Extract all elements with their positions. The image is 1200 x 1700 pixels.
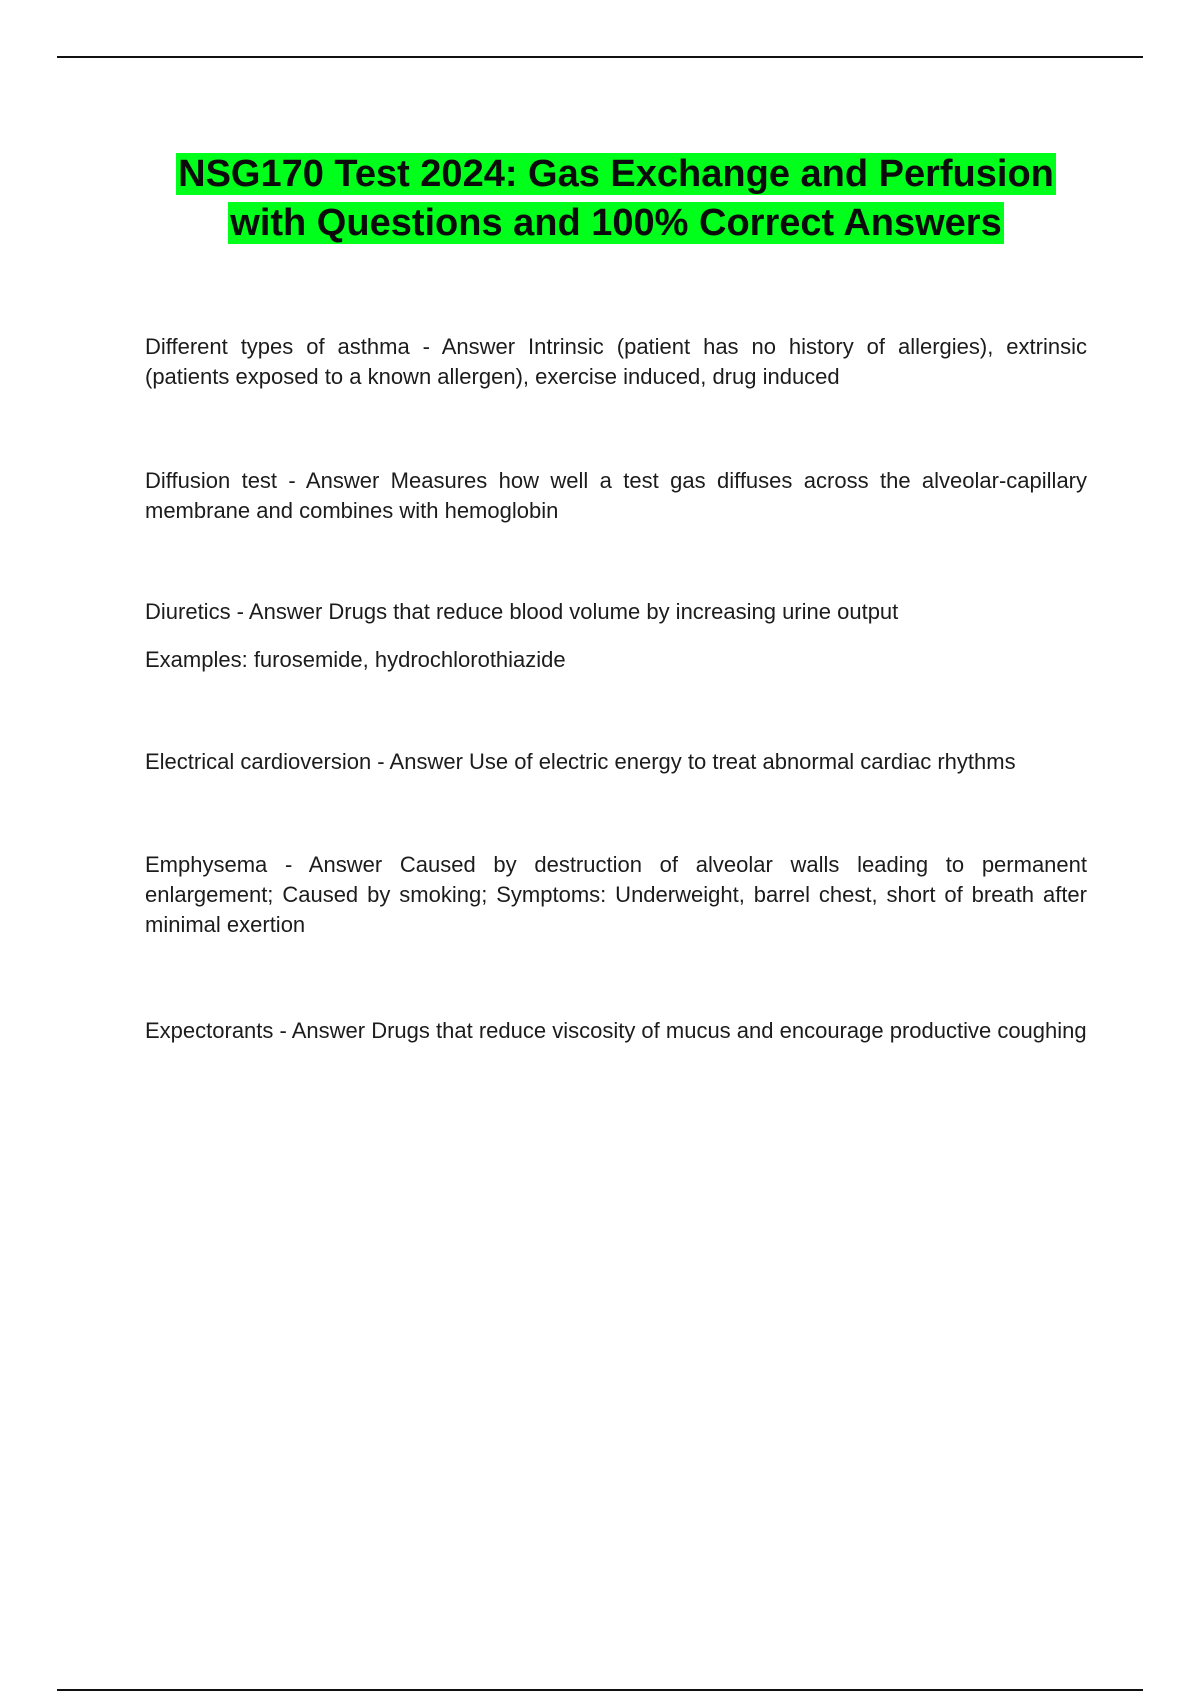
entry-diuretics: Diuretics - Answer Drugs that reduce blood volume by increasing urine output [145,599,899,624]
entry-diuretics-examples: Examples: furosemide, hydrochlorothiazide [145,647,566,672]
entry-asthma-types: Different types of asthma - Answer Intrinsic (patient has no history of allergies), extrinsic (patients exposed to a known allergen), exercise induced, drug induced [145,334,1087,389]
document-title [145,150,1087,248]
title-highlight: NSG170 Test 2024: Gas Exchange and Perfusion with Questions and 100% Correct Answers [178,153,1054,244]
top-rule [57,56,1143,58]
bottom-rule [57,1689,1143,1691]
entry-expectorants: Expectorants - Answer Drugs that reduce viscosity of mucus and encourage productive coughing [145,1018,1087,1043]
entry-electrical-cardioversion: Electrical cardioversion - Answer Use of electric energy to treat abnormal cardiac rhythms [145,749,1016,774]
entry-emphysema: Emphysema - Answer Caused by destruction of alveolar walls leading to permanent enlargement; Caused by smoking; Symptoms: Underweight, barrel chest, short of breath after minimal exertion [145,852,1087,937]
entry-diffusion-test: Diffusion test - Answer Measures how well a test gas diffuses across the alveolar-capillary membrane and combines with hemoglobin [145,468,1087,523]
